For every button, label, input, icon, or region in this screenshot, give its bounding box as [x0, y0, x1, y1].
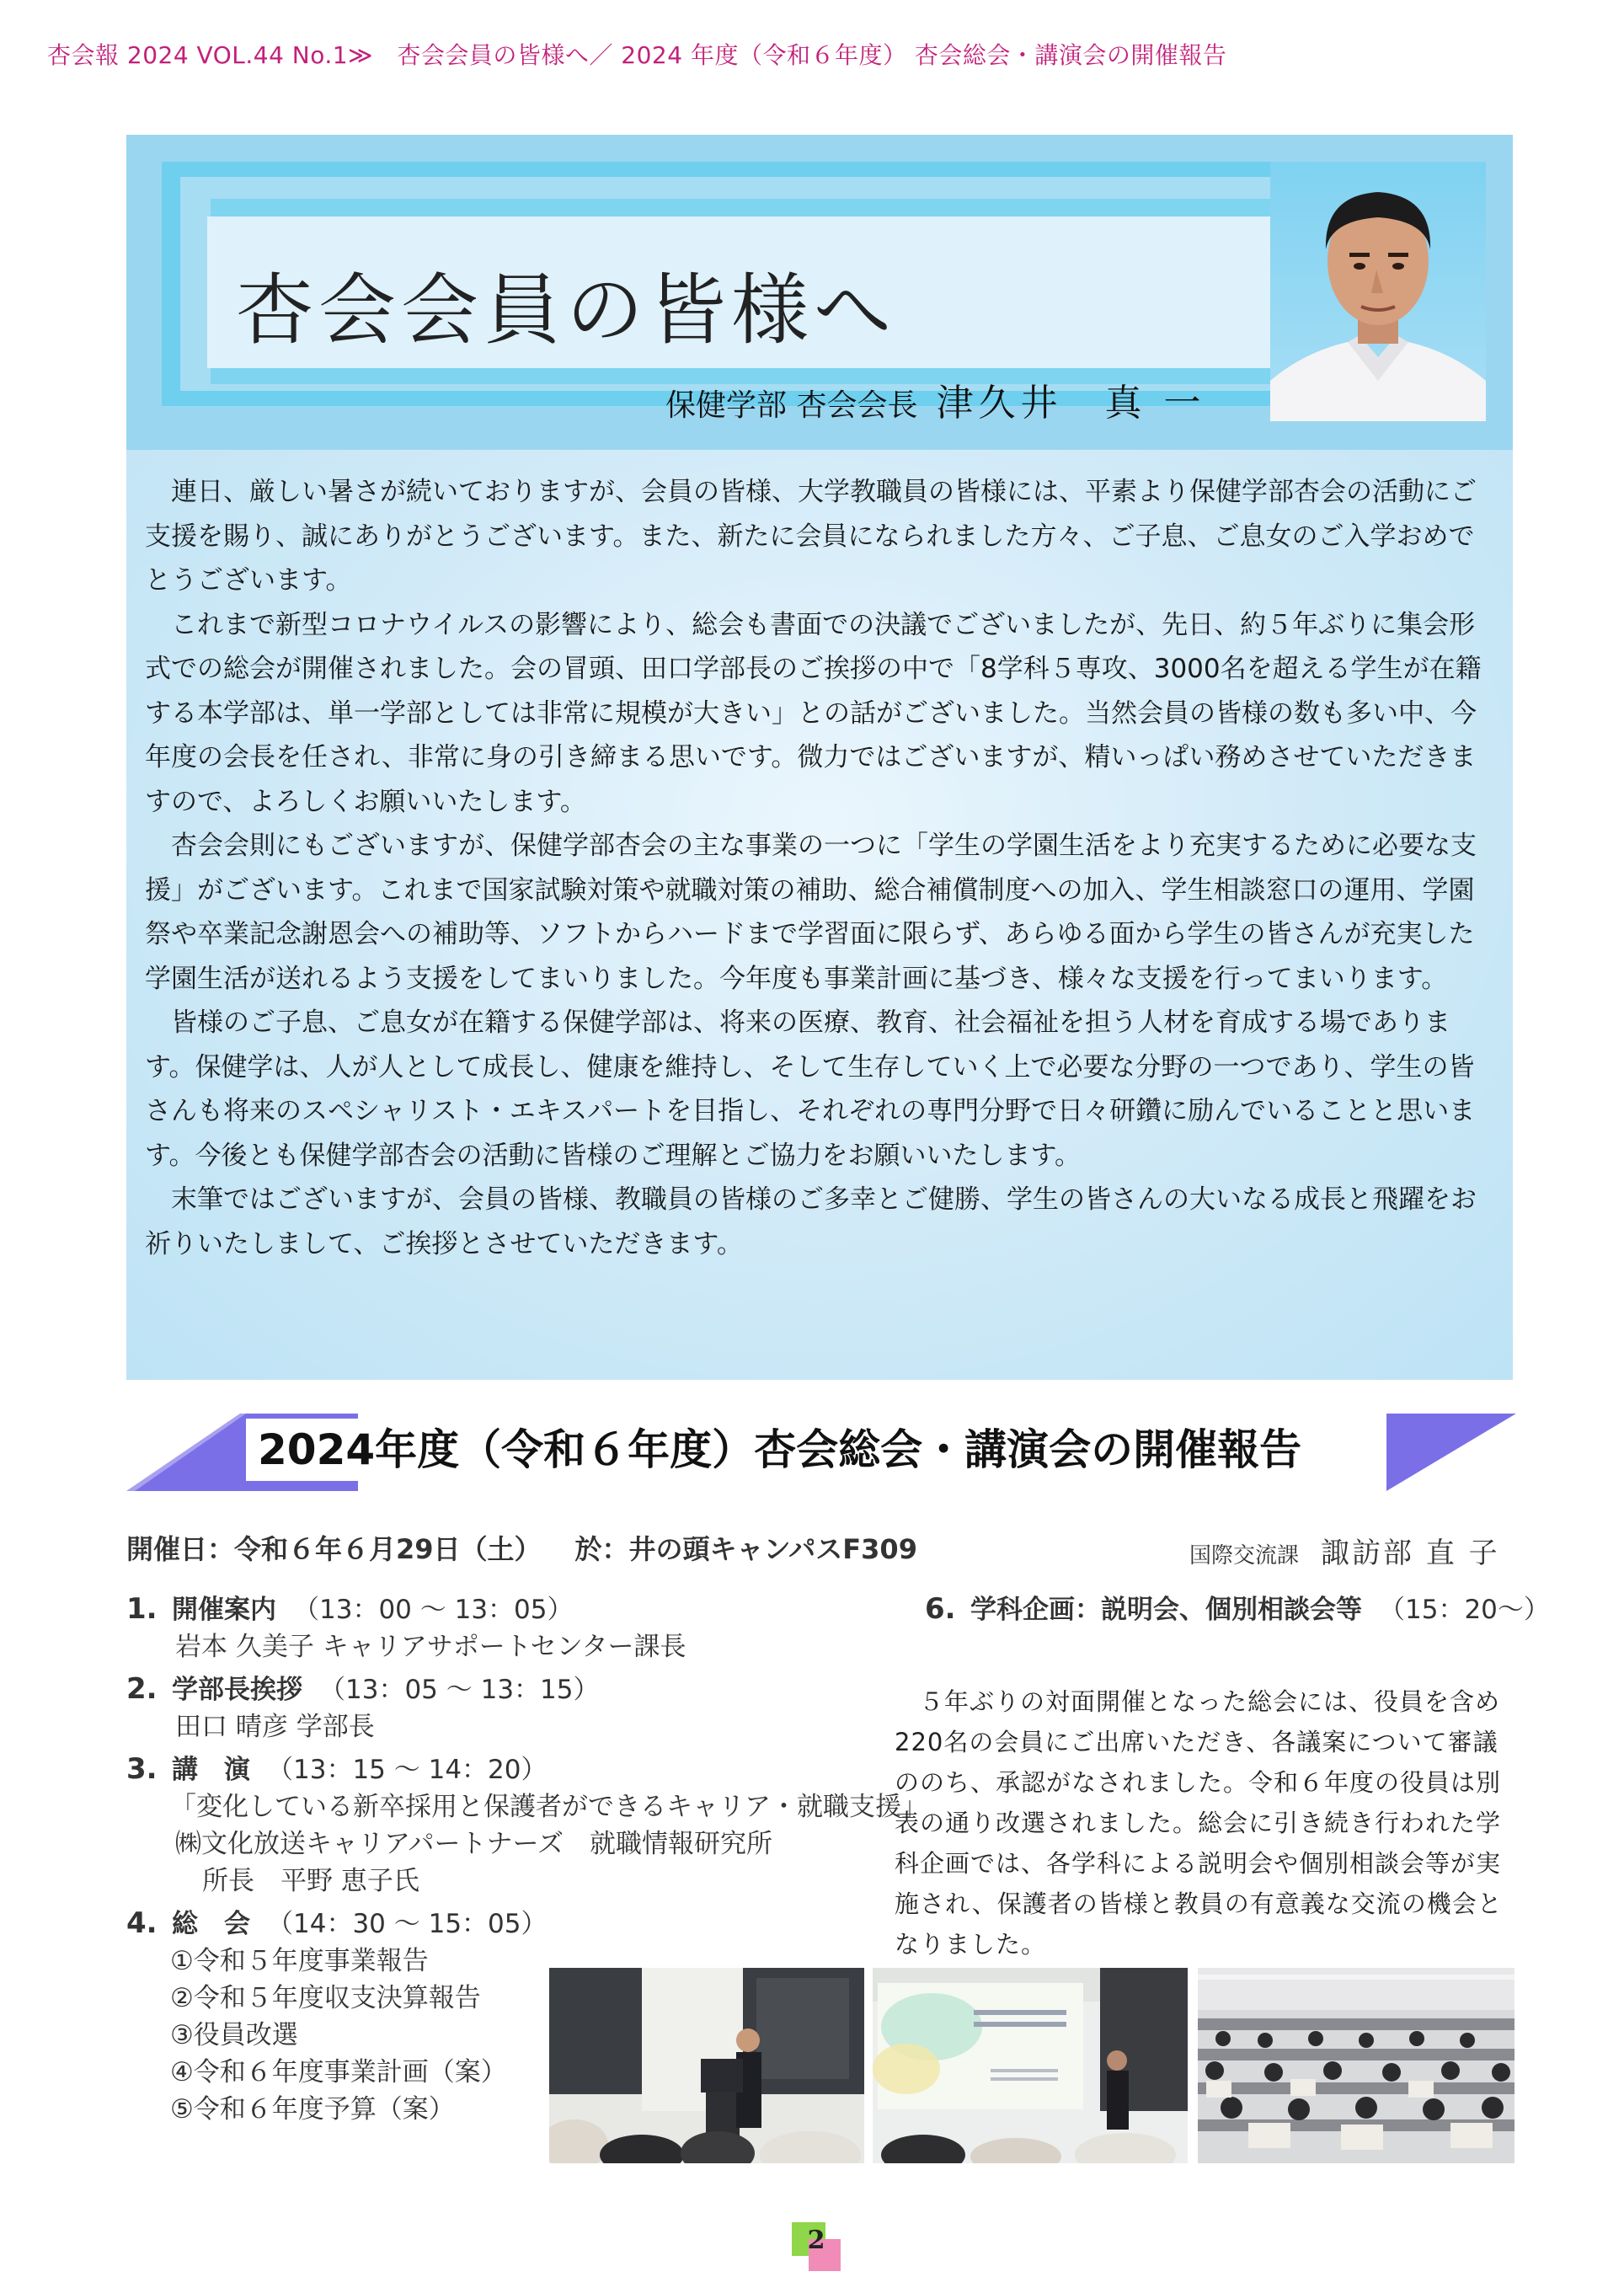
agenda-title: 学科企画：説明会、個別相談会等 [970, 1595, 1362, 1625]
agenda-item [126, 1590, 901, 1665]
agenda-number: 1. [126, 1592, 158, 1626]
agenda-detail: 田口 晴彦 学部長 [175, 1712, 375, 1742]
agenda-item [126, 1750, 927, 1900]
reporter-department: 国際交流課 [1189, 1543, 1300, 1569]
agenda-time: （15：20～） [1379, 1595, 1550, 1625]
greeting-title: 杏会会員の皆様へ [236, 265, 897, 355]
agenda-title: 学部長挨拶 [172, 1675, 302, 1705]
agenda-time: （13：05 ～ 13：15） [319, 1675, 600, 1705]
report-summary [895, 1681, 1514, 1964]
greeting-paragraph: 皆様のご子息、ご息女が在籍する保健学部は、将来の医療、教育、社会福祉を担う人材を育成する場であります。保健学は、人が人として成長し、健康を維持し、そして生存していく上で必要な分野の一つであり、学生の皆さんも将来のスペシャリスト・エキスパートを目指し、それぞれの専門分野で日々研鑽に励んでいることと思います。今後とも保健学部杏会の活動に皆様のご理解とご協力をお願いいたします。 [145, 1008, 1476, 1171]
running-header: 杏会報 2024 VOL.44 No.1≫ 杏会会員の皆様へ／ 2024 年度（令和６年度） 杏会総会・講演会の開催報告 [47, 41, 1227, 69]
agenda-subitem: ②令和５年度収支決算報告 [170, 1983, 481, 2013]
author-role: 保健学部 杏会会長 [665, 388, 918, 423]
page-number: 2 [807, 2226, 825, 2255]
event-date: 開催日：令和６年６月29日（土） [126, 1533, 542, 1565]
agenda-time: （13：00 ～ 13：05） [293, 1595, 574, 1625]
agenda-time: （13：15 ～ 14：20） [267, 1755, 548, 1785]
report-title: 2024年度（令和６年度）杏会総会・講演会の開催報告 [246, 1419, 1386, 1481]
agenda-item [126, 1670, 901, 1745]
agenda-time: （14：30 ～ 15：05） [267, 1909, 548, 1939]
summary-paragraph: ５年ぶりの対面開催となった総会には、役員を含め220名の会員にご出席いただき、各議案について審議ののち、承認がなされました。令和６年度の役員は別表の通り改選されました。総会に引き続き行われた学科企画では、各学科による説明会や個別相談会等が実施され、保護者の皆様と教員の有意義な交流の機会となりました。 [895, 1687, 1503, 1959]
agenda-subitem: ④令和６年度事業計画（案） [170, 2057, 507, 2087]
agenda-subitem: ⑤令和６年度予算（案） [170, 2094, 455, 2125]
event-venue: 於：井の頭キャンパスF309 [574, 1533, 917, 1565]
author-byline [665, 372, 1205, 426]
agenda-title: 講 演 [172, 1755, 250, 1785]
author-name: 津久井 真 一 [936, 382, 1206, 425]
agenda-detail: 「変化している新卒採用と保護者ができるキャリア・就職支援」 [170, 1792, 927, 1822]
photo-speaker-at-podium [549, 1968, 864, 2163]
agenda-detail: 岩本 久美子 キャリアサポートセンター課長 [175, 1632, 686, 1662]
agenda-subitem: ③役員改選 [170, 2020, 298, 2050]
author-portrait [1270, 162, 1486, 421]
agenda-number: 2. [126, 1672, 158, 1706]
reporter [1189, 1530, 1500, 1571]
agenda-title: 総 会 [172, 1909, 250, 1939]
greeting-section [126, 135, 1513, 1380]
agenda-number: 6. [925, 1592, 956, 1626]
greeting-body [145, 470, 1493, 1266]
greeting-paragraph: 杏会会則にもございますが、保健学部杏会の主な事業の一つに「学生の学園生活をより充実するために必要な支援」がございます。これまで国家試験対策や就職対策の補助、総合補償制度への加入、学生相談窓口の運用、学園祭や卒業記念謝恩会への補助等、ソフトからハードまで学習面に限らず、あらゆる面から学生の皆さんが充実した学園生活が送れるよう支援をしてまいりました。今年度も事業計画に基づき、様々な支援を行ってまいります。 [145, 831, 1477, 994]
photo-audience [1198, 1968, 1514, 2163]
greeting-paragraph: 連日、厳しい暑さが続いておりますが、会員の皆様、大学教職員の皆様には、平素より保健学部杏会の活動にご支援を賜り、誠にありがとうございます。また、新たに会員になられました方々、ご子息、ご息女のご入学おめでとうございます。 [145, 477, 1477, 596]
agenda-detail: 所長 平野 恵子氏 [202, 1866, 419, 1896]
agenda-subitem: ①令和５年度事業報告 [170, 1946, 429, 1976]
page-number-badge [792, 2222, 842, 2273]
agenda-item-6 [925, 1590, 1550, 1628]
agenda-number: 3. [126, 1752, 158, 1786]
greeting-paragraph: これまで新型コロナウイルスの影響により、総会も書面での決議でございましたが、先日、約５年ぶりに集会形式での総会が開催されました。会の冒頭、田口学部長のご挨拶の中で「8学科５専攻、3000名を超える学生が在籍する本学部は、単一学部としては非常に規模が大きい」との話がございました。当然会員の皆様の数も多い中、今年度の会長を任され、非常に身の引き締まる思いです。微力ではございますが、精いっぱい務めさせていただきますので、よろしくお願いいたします。 [145, 609, 1482, 817]
agenda-title: 開催案内 [172, 1595, 276, 1625]
greeting-paragraph: 末筆ではございますが、会員の皆様、教職員の皆様のご多幸とご健勝、学生の皆さんの大いなる成長と飛躍をお祈りいたしまして、ご挨拶とさせていただきます。 [145, 1184, 1477, 1259]
agenda-detail: ㈱文化放送キャリアパートナーズ 就職情報研究所 [175, 1829, 772, 1859]
agenda-number: 4. [126, 1906, 158, 1940]
event-date-line [126, 1528, 917, 1567]
reporter-name: 諏訪部 直 子 [1321, 1537, 1500, 1570]
photo-lecture-slide [873, 1968, 1188, 2163]
